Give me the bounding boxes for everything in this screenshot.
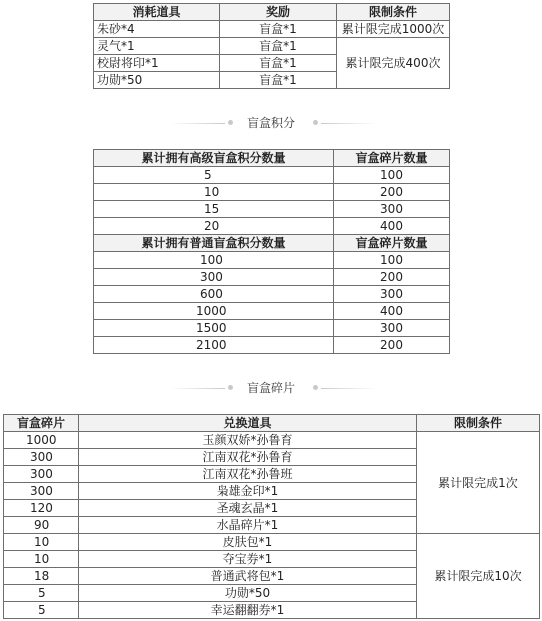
exchange-table: [3, 414, 540, 619]
cell-exchange-item: 江南双花*孙鲁班: [79, 466, 417, 483]
cell-exchange-item: 功勋*50: [79, 585, 417, 602]
cell-points: 15: [94, 201, 334, 218]
cell-reward: 盲盒*1: [220, 55, 337, 72]
col-header: 盲盒碎片数量: [334, 150, 450, 167]
table-row: [4, 432, 540, 449]
cell-fragments: 200: [334, 269, 450, 286]
cell-cost: 10: [4, 551, 79, 568]
cell-points: 10: [94, 184, 334, 201]
table-header-row: [94, 150, 450, 167]
cell-cost: 120: [4, 500, 79, 517]
cell-cost: 300: [4, 466, 79, 483]
cell-item: 校尉将印*1: [94, 55, 220, 72]
cell-cost: 300: [4, 483, 79, 500]
cell-points: 5: [94, 167, 334, 184]
cell-fragments: 200: [334, 184, 450, 201]
table-row: [94, 201, 450, 218]
col-header: 累计拥有高级盲盒积分数量: [94, 150, 334, 167]
cell-points: 1500: [94, 320, 334, 337]
cell-item: 灵气*1: [94, 38, 220, 55]
cell-points: 300: [94, 269, 334, 286]
col-header: 消耗道具: [94, 4, 220, 21]
cell-item: 朱砂*4: [94, 21, 220, 38]
cell-fragments: 300: [334, 320, 450, 337]
cell-points: 1000: [94, 303, 334, 320]
divider-dot-right: [313, 120, 318, 125]
cell-fragments: 100: [334, 252, 450, 269]
cell-exchange-item: 圣魂玄晶*1: [79, 500, 417, 517]
divider-dot-right: [313, 385, 318, 390]
table-row: [94, 303, 450, 320]
col-header: 奖励: [220, 4, 337, 21]
section-divider: [0, 381, 542, 395]
col-header: 累计拥有普通盲盒积分数量: [94, 235, 334, 252]
cell-cost: 90: [4, 517, 79, 534]
table-row: [94, 286, 450, 303]
cell-fragments: 200: [334, 337, 450, 354]
cell-cost: 10: [4, 534, 79, 551]
cell-reward: 盲盒*1: [220, 21, 337, 38]
cell-cost: 300: [4, 449, 79, 466]
table-row: [94, 38, 450, 55]
table-row: [94, 167, 450, 184]
cell-points: 100: [94, 252, 334, 269]
table-row: [94, 337, 450, 354]
cell-exchange-item: 枭雄金印*1: [79, 483, 417, 500]
table-subheader-row: [94, 235, 450, 252]
cell-exchange-item: 皮肤包*1: [79, 534, 417, 551]
table-row: [94, 218, 450, 235]
col-header: 盲盒碎片数量: [334, 235, 450, 252]
col-header: 盲盒碎片: [4, 415, 79, 432]
table-row: [4, 534, 540, 551]
cell-reward: 盲盒*1: [220, 72, 337, 89]
cell-exchange-item: 幸运翻翻券*1: [79, 602, 417, 619]
section-divider: [0, 116, 542, 130]
cell-fragments: 300: [334, 286, 450, 303]
col-header: 兑换道具: [79, 415, 417, 432]
cell-cost: 5: [4, 585, 79, 602]
cell-reward: 盲盒*1: [220, 38, 337, 55]
section-title: 盲盒积分: [246, 116, 295, 130]
table-header-row: [4, 415, 540, 432]
cell-limit: 累计限完成1次: [417, 432, 540, 534]
table-row: [94, 184, 450, 201]
cell-fragments: 400: [334, 303, 450, 320]
cell-fragments: 400: [334, 218, 450, 235]
table-row: [94, 320, 450, 337]
table-row: [94, 21, 450, 38]
cell-points: 20: [94, 218, 334, 235]
cell-fragments: 300: [334, 201, 450, 218]
divider-line-right: [321, 388, 376, 389]
col-header: 限制条件: [337, 4, 450, 21]
table-header-row: [94, 4, 450, 21]
cell-limit: 累计限完成10次: [417, 534, 540, 619]
cell-fragments: 100: [334, 167, 450, 184]
cell-points: 600: [94, 286, 334, 303]
cell-cost: 1000: [4, 432, 79, 449]
cell-exchange-item: 普通武将包*1: [79, 568, 417, 585]
cell-item: 功勋*50: [94, 72, 220, 89]
cell-limit: 累计限完成1000次: [337, 21, 450, 38]
cell-cost: 18: [4, 568, 79, 585]
points-table: [93, 149, 450, 354]
cell-cost: 5: [4, 602, 79, 619]
cell-exchange-item: 水晶碎片*1: [79, 517, 417, 534]
section-title: 盲盒碎片: [246, 381, 295, 395]
cell-exchange-item: 玉颜双娇*孙鲁育: [79, 432, 417, 449]
cell-exchange-item: 江南双花*孙鲁育: [79, 449, 417, 466]
table-row: [94, 269, 450, 286]
cell-points: 2100: [94, 337, 334, 354]
divider-line-right: [321, 123, 376, 124]
col-header: 限制条件: [417, 415, 540, 432]
cell-exchange-item: 夺宝券*1: [79, 551, 417, 568]
cell-limit: 累计限完成400次: [337, 38, 450, 89]
consume-table: [93, 3, 450, 89]
table-row: [94, 252, 450, 269]
